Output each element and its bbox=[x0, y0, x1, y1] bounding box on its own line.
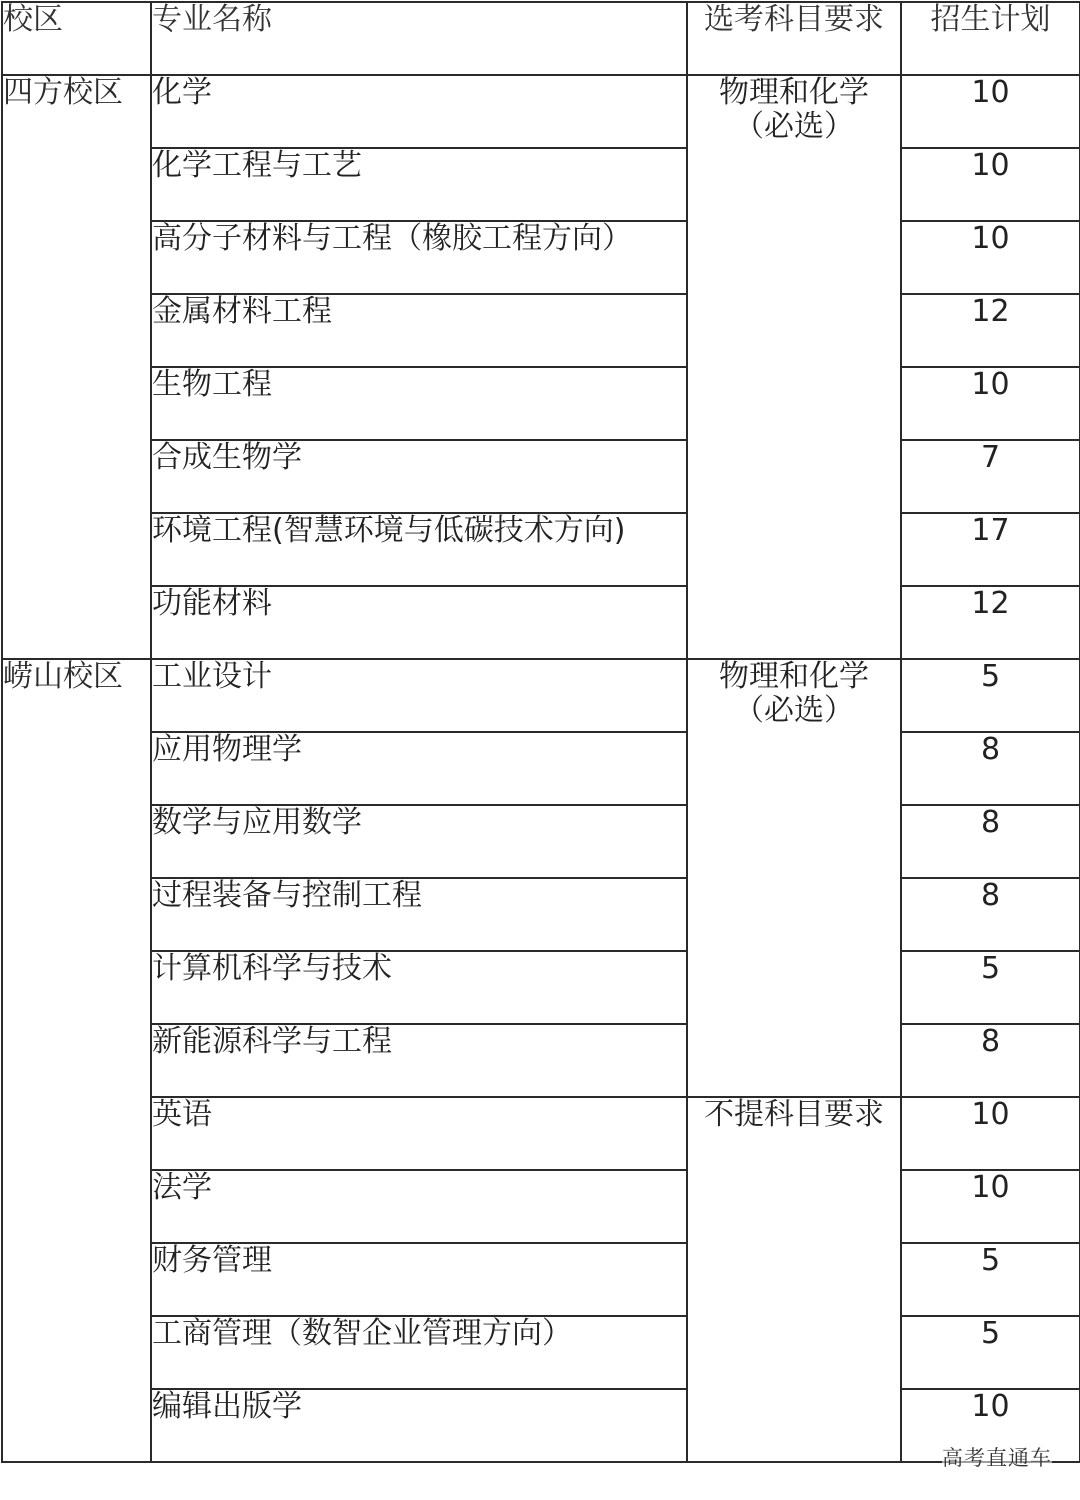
major-name: 化学 bbox=[151, 75, 687, 148]
enrollment-plan: 7 bbox=[901, 440, 1080, 513]
table-row bbox=[2, 732, 1080, 805]
admissions-table bbox=[1, 1, 1080, 1463]
subject-requirement bbox=[687, 1097, 901, 1462]
enrollment-plan: 8 bbox=[901, 1024, 1080, 1097]
enrollment-plan: 10 bbox=[901, 367, 1080, 440]
table-row bbox=[2, 1170, 1080, 1243]
enrollment-plan: 5 bbox=[901, 659, 1080, 732]
table-row bbox=[2, 440, 1080, 513]
major-name: 环境工程(智慧环境与低碳技术方向) bbox=[151, 513, 687, 586]
table-row bbox=[2, 1097, 1080, 1170]
enrollment-plan: 12 bbox=[901, 586, 1080, 659]
table-row bbox=[2, 221, 1080, 294]
major-name: 编辑出版学 bbox=[151, 1389, 687, 1462]
subject-requirement bbox=[687, 75, 901, 659]
major-name: 功能材料 bbox=[151, 586, 687, 659]
major-name: 应用物理学 bbox=[151, 732, 687, 805]
requirement-line: 物理和化学 bbox=[719, 659, 869, 694]
table-row bbox=[2, 805, 1080, 878]
enrollment-plan: 5 bbox=[901, 1243, 1080, 1316]
table-row bbox=[2, 586, 1080, 659]
header-plan: 招生计划 bbox=[901, 2, 1080, 75]
enrollment-plan: 10 bbox=[901, 1097, 1080, 1170]
enrollment-plan: 8 bbox=[901, 805, 1080, 878]
major-name: 新能源科学与工程 bbox=[151, 1024, 687, 1097]
table-row bbox=[2, 294, 1080, 367]
enrollment-plan: 12 bbox=[901, 294, 1080, 367]
table-row bbox=[2, 1316, 1080, 1389]
header-campus: 校区 bbox=[2, 2, 151, 75]
table-row bbox=[2, 513, 1080, 586]
major-name: 化学工程与工艺 bbox=[151, 148, 687, 221]
enrollment-plan: 10 bbox=[901, 148, 1080, 221]
campus-name: 四方校区 bbox=[2, 75, 151, 659]
enrollment-plan: 10 bbox=[901, 221, 1080, 294]
enrollment-plan: 5 bbox=[901, 951, 1080, 1024]
table-row bbox=[2, 1243, 1080, 1316]
table-row bbox=[2, 367, 1080, 440]
enrollment-plan: 10 bbox=[901, 75, 1080, 148]
table-row bbox=[2, 1389, 1080, 1462]
subject-requirement bbox=[687, 659, 901, 1097]
header-requirement: 选考科目要求 bbox=[687, 2, 901, 75]
table-row bbox=[2, 878, 1080, 951]
major-name: 英语 bbox=[151, 1097, 687, 1170]
enrollment-plan: 10 bbox=[901, 1170, 1080, 1243]
table-row bbox=[2, 1024, 1080, 1097]
requirement-line: 物理和化学 bbox=[719, 75, 869, 110]
enrollment-plan: 10 bbox=[901, 1389, 1080, 1462]
major-name: 工商管理（数智企业管理方向） bbox=[151, 1316, 687, 1389]
major-name: 数学与应用数学 bbox=[151, 805, 687, 878]
enrollment-plan: 8 bbox=[901, 878, 1080, 951]
header-major: 专业名称 bbox=[151, 2, 687, 75]
enrollment-plan: 17 bbox=[901, 513, 1080, 586]
requirement-note: （必选） bbox=[734, 693, 854, 728]
major-name: 财务管理 bbox=[151, 1243, 687, 1316]
table-row bbox=[2, 659, 1080, 732]
major-name: 工业设计 bbox=[151, 659, 687, 732]
table-row bbox=[2, 75, 1080, 148]
requirement-line: 不提科目要求 bbox=[704, 1097, 884, 1132]
major-name: 合成生物学 bbox=[151, 440, 687, 513]
watermark: 高考直通车 bbox=[942, 1442, 1052, 1472]
table-row bbox=[2, 951, 1080, 1024]
major-name: 法学 bbox=[151, 1170, 687, 1243]
table-body bbox=[2, 75, 1080, 1462]
enrollment-plan: 5 bbox=[901, 1316, 1080, 1389]
table-header-row bbox=[2, 2, 1080, 75]
major-name: 计算机科学与技术 bbox=[151, 951, 687, 1024]
major-name: 高分子材料与工程（橡胶工程方向） bbox=[151, 221, 687, 294]
enrollment-plan: 8 bbox=[901, 732, 1080, 805]
major-name: 金属材料工程 bbox=[151, 294, 687, 367]
campus-name: 崂山校区 bbox=[2, 659, 151, 1462]
major-name: 生物工程 bbox=[151, 367, 687, 440]
table-row bbox=[2, 148, 1080, 221]
requirement-note: （必选） bbox=[734, 109, 854, 144]
major-name: 过程装备与控制工程 bbox=[151, 878, 687, 951]
